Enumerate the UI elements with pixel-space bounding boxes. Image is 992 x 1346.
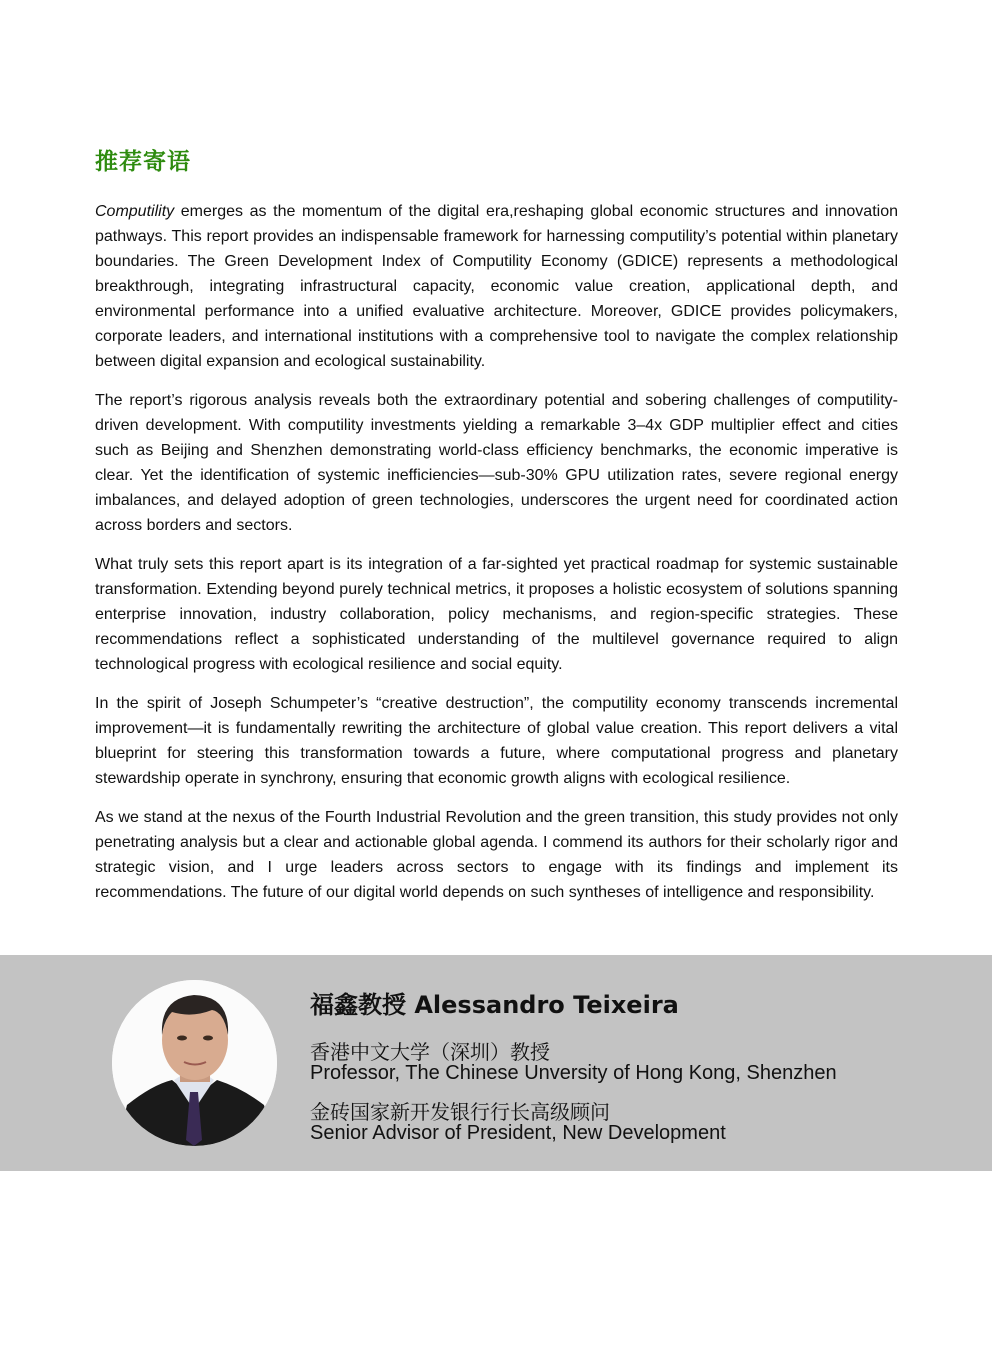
foreword-body [95,199,898,919]
paragraph-3: What truly sets this report apart is its integration of a far-sighted yet practical roadmap for systemic sustainable transformation. Extending beyond purely technical metrics, it proposes a holistic ecosystem of solutions spanning enterprise innovation, industry collaboration, policy mechanisms, and region-specific strategies. These recommendations reflect a sophisticated understanding of the multilevel governance required to align technological progress with ecological resilience and social equity. [95,556,898,673]
author-role2-cn: 金砖国家新开发银行行长高级顾问 [310,1100,610,1124]
author-role1-cn: 香港中文大学（深圳）教授 [310,1040,550,1064]
paragraph-1: Computility emerges as the momentum of the digital era,reshaping global economic structures and innovation pathways. This report provides an indispensable framework for harnessing computility’s potential within planetary boundaries. The Green Development Index of Computility Economy (GDICE) represents a methodological breakthrough, integrating infrastructural capacity, economic value creation, applicational depth, and environmental performance into a unified evaluative architecture. Moreover, GDICE provides policymakers, corporate leaders, and international institutions with a comprehensive tool to navigate the complex relationship between digital expansion and ecological sustainability. [95,203,898,370]
author-role1-en: Professor, The Chinese Unversity of Hong Kong, Shenzhen [310,1062,837,1084]
paragraph-4: In the spirit of Joseph Schumpeter’s “creative destruction”, the computility economy transcends incremental improvement—it is fundamentally rewriting the architecture of global value creation. This report delivers a vital blueprint for steering this transformation towards a future, where computational progress and planetary stewardship operate in synchrony, ensuring that economic growth aligns with ecological resilience. [95,695,898,787]
author-role2-en: Senior Advisor of President, New Development [310,1122,726,1144]
author-name: 福鑫教授 Alessandro Teixeira [310,991,679,1019]
paragraph-2: The report’s rigorous analysis reveals both the extraordinary potential and sobering challenges of computility-driven development. With computility investments yielding a remarkable 3–4x GDP multiplier effect and cities such as Beijing and Shenzhen demonstrating world-class efficiency benchmarks, the economic imperative is clear. Yet the identification of systemic inefficiencies—sub-30% GPU utilization rates, severe regional energy imbalances, and delayed adoption of green technologies, underscores the urgent need for coordinated action across borders and sectors. [95,392,898,534]
computility-term: Computility [95,203,175,220]
paragraph-5: As we stand at the nexus of the Fourth Industrial Revolution and the green transition, this study provides not only penetrating analysis but a clear and actionable global agenda. I commend its authors for their scholarly rigor and strategic vision, and I urge leaders across sectors to engage with its findings and implement its recommendations. The future of our digital world depends on such syntheses of intelligence and responsibility. [95,809,898,901]
author-photo [112,980,277,1146]
page-title: 推荐寄语 [95,149,191,175]
